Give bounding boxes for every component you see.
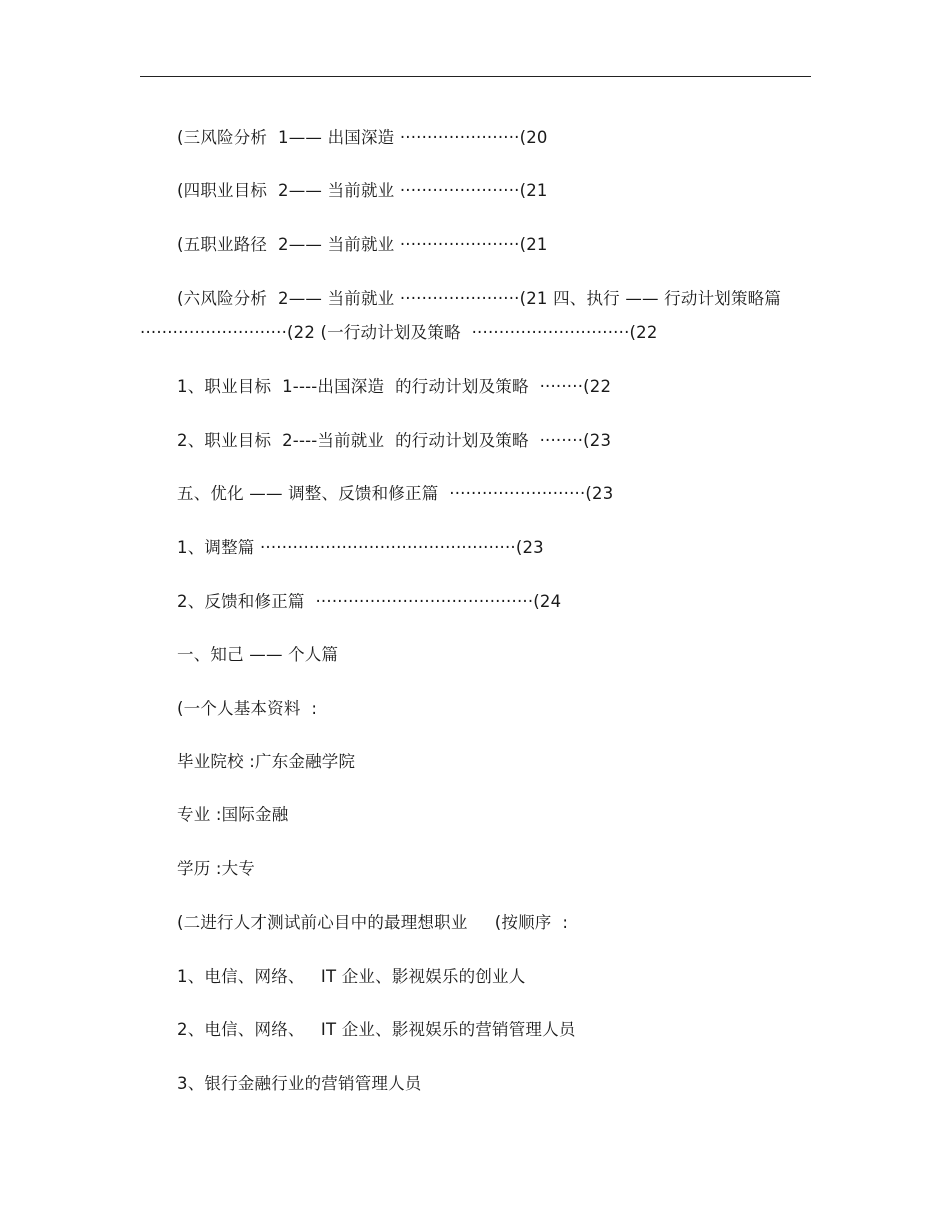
toc-entry: (五职业路径 2—— 当前就业 ······················(21 — [177, 235, 548, 254]
toc-entry: (三风险分析 1—— 出国深造 ······················(20 — [177, 128, 548, 147]
toc-entry: 1、调整篇 ···············································(23 — [177, 538, 544, 557]
toc-entry: 五、优化 —— 调整、反馈和修正篇 ·························(23 — [177, 484, 614, 503]
subsection-heading: (二进行人才测试前心目中的最理想职业 (按顺序 : — [177, 913, 569, 932]
subsection-heading: (一个人基本资料 : — [177, 699, 318, 718]
toc-entry: (四职业目标 2—— 当前就业 ······················(21 — [177, 181, 548, 200]
toc-entry: 1、职业目标 1----出国深造 的行动计划及策略 ········(22 — [177, 377, 612, 396]
toc-entry: 2、反馈和修正篇 ········································(24 — [177, 592, 562, 611]
school-line: 毕业院校 :广东金融学院 — [177, 752, 356, 771]
toc-entry: 2、职业目标 2----当前就业 的行动计划及策略 ········(23 — [177, 431, 612, 450]
list-item: 3、银行金融行业的营销管理人员 — [177, 1074, 422, 1093]
degree-line: 学历 :大专 — [177, 859, 256, 878]
header-rule — [140, 76, 811, 77]
section-title: 一、知己 —— 个人篇 — [177, 645, 339, 664]
major-line: 专业 :国际金融 — [177, 805, 289, 824]
list-item: 1、电信、网络、 IT 企业、影视娱乐的创业人 — [177, 967, 526, 986]
toc-entry-wrapped: (六风险分析 2—— 当前就业 ······················(21 四、执行 —— 行动计划策略篇···························(22 (一行动计划及策略 ·····························(22 — [140, 289, 782, 342]
list-item: 2、电信、网络、 IT 企业、影视娱乐的营销管理人员 — [177, 1020, 576, 1039]
